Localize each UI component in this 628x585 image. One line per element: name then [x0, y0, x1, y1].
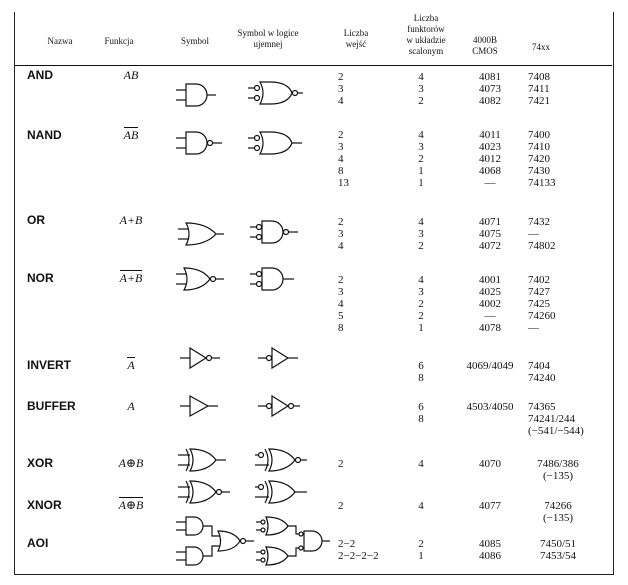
header-gate-count: Liczba funktorów w układzie scalonym: [406, 13, 446, 56]
ttl-column: 7402 7427 7425 74260 —: [528, 274, 556, 334]
gate-name: NAND: [27, 128, 62, 142]
count-column: 4: [418, 458, 424, 470]
inverter-symbol: [180, 345, 220, 371]
gate-name: NOR: [27, 271, 54, 285]
gate-function: A: [127, 358, 135, 372]
gate-function: A⊕B: [118, 498, 144, 512]
gate-function: A+B: [119, 271, 143, 285]
count-column: 4 3 2 1 1: [418, 129, 424, 189]
cmos-column: 4081 4073 4082: [479, 71, 501, 107]
cmos-column: 4070: [479, 458, 501, 470]
table-frame: [14, 12, 614, 575]
ttl-column: 7486/386 (−135): [537, 458, 579, 482]
cmos-column: 4001 4025 4002 — 4078: [479, 274, 501, 334]
cmos-column: 4503/4050: [466, 401, 514, 413]
count-column: 4 3 2 2 1: [418, 274, 424, 334]
gate-name: AOI: [27, 536, 49, 550]
gate-function: AB: [123, 128, 139, 142]
cmos-column: 4071 4075 4072: [479, 216, 501, 252]
buffer-negative-logic-symbol: [258, 393, 300, 419]
cmos-column: 4085 4086: [479, 538, 501, 562]
nor-gate-symbol: [176, 264, 226, 294]
and-negative-logic-symbol: [248, 78, 303, 108]
nor-negative-logic-symbol: [250, 264, 300, 294]
ttl-column: 74266 (−135): [542, 500, 574, 524]
ttl-column: 7450/51 7453/54: [539, 538, 577, 562]
gate-function: A: [127, 399, 135, 413]
inputs-column: 2 3 4 8 13: [338, 129, 349, 189]
cmos-column: 4077: [479, 500, 501, 512]
header-symbol-negative-logic: Symbol w logice ujemnej: [237, 28, 299, 49]
cmos-column: 4011 4023 4012 4068 —: [479, 129, 501, 189]
ttl-column: 74365 74241/244 (−541/−544): [528, 401, 584, 437]
or-negative-logic-symbol: [250, 217, 300, 247]
header-symbol: Symbol: [180, 36, 209, 46]
xnor-gate-symbol: [178, 478, 230, 506]
header-function: Funkcja: [104, 36, 134, 46]
ttl-column: 7400 7410 7420 7430 74133: [528, 129, 556, 189]
nand-gate-symbol: [174, 128, 224, 158]
ttl-column: 7404 74240: [528, 360, 556, 384]
gate-function: AB: [123, 68, 139, 82]
aoi-gate-symbol: [176, 514, 256, 570]
inputs-column: 2: [338, 458, 344, 470]
buffer-symbol: [180, 393, 220, 419]
cmos-column: 4069/4049: [466, 360, 514, 372]
header-rule: [15, 65, 612, 66]
nand-negative-logic-symbol: [248, 128, 303, 158]
count-column: 6 8: [418, 401, 424, 425]
gate-name: XOR: [27, 456, 54, 470]
ttl-column: 7408 7411 7421: [528, 71, 550, 107]
gate-name: AND: [27, 68, 53, 82]
count-column: 6 8: [418, 360, 424, 384]
ttl-column: 7432 — 74802: [528, 216, 556, 252]
xor-gate-symbol: [178, 446, 228, 474]
xnor-negative-logic-symbol: [255, 478, 307, 506]
gate-name: OR: [27, 213, 45, 227]
gate-name: INVERT: [27, 358, 72, 372]
xor-negative-logic-symbol: [255, 446, 307, 474]
gate-name: XNOR: [27, 498, 62, 512]
and-gate-symbol: [174, 80, 219, 110]
header-cmos: 4000B CMOS: [472, 35, 498, 56]
gate-function: A+B: [119, 213, 143, 227]
count-column: 2 1: [418, 538, 424, 562]
header-name: Nazwa: [47, 36, 73, 46]
aoi-negative-logic-symbol: [256, 514, 331, 570]
inputs-column: 2: [338, 500, 344, 512]
inputs-column: 2−2 2−2−2−2: [338, 538, 379, 562]
or-gate-symbol: [176, 219, 226, 249]
inputs-column: 2 3 4 5 8: [338, 274, 344, 334]
inverter-negative-logic-symbol: [258, 345, 298, 371]
count-column: 4 3 2: [418, 71, 424, 107]
header-74xx: 74xx: [532, 42, 550, 52]
count-column: 4 3 2: [418, 216, 424, 252]
count-column: 4: [418, 500, 424, 512]
header-inputs: Liczba wejść: [343, 28, 369, 49]
gate-function: A⊕B: [118, 456, 144, 470]
gate-name: BUFFER: [27, 399, 76, 413]
inputs-column: 2 3 4: [338, 71, 344, 107]
inputs-column: 2 3 4: [338, 216, 344, 252]
